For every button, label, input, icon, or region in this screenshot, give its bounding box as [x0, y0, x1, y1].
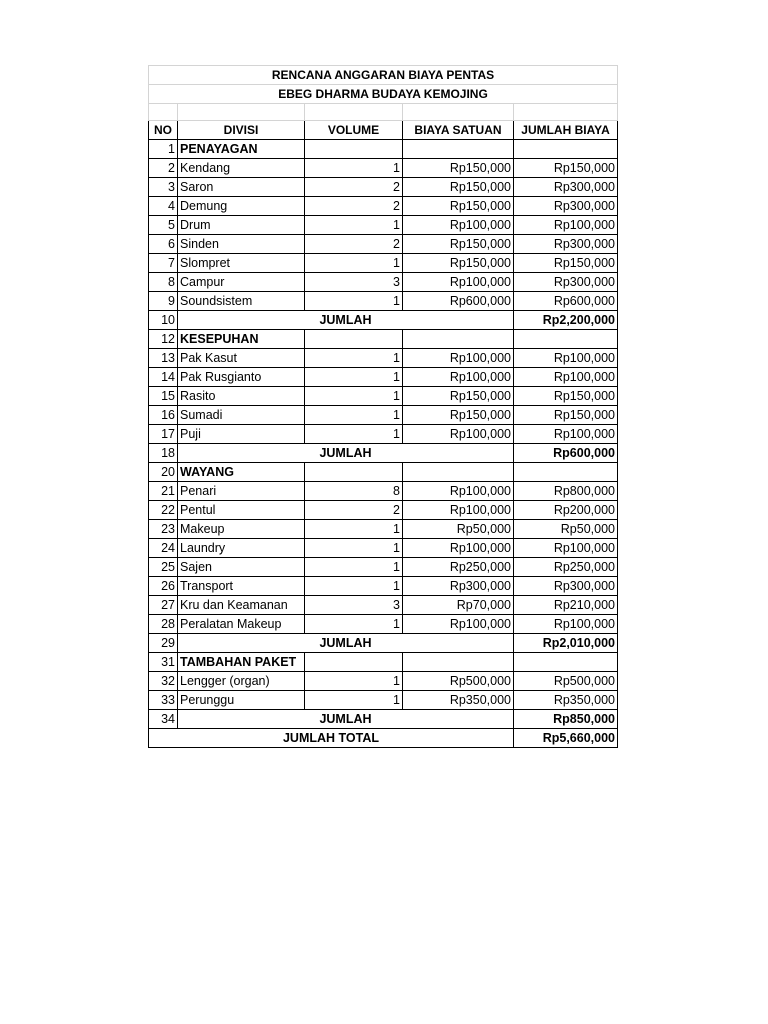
item-row — [149, 292, 618, 311]
row-no: 8 — [149, 273, 178, 292]
volume-cell: 8 — [305, 482, 403, 501]
item-row — [149, 501, 618, 520]
row-no: 2 — [149, 159, 178, 178]
row-no: 4 — [149, 197, 178, 216]
item-row — [149, 596, 618, 615]
divisi-cell: Kendang — [178, 159, 305, 178]
total-value: Rp5,660,000 — [514, 729, 618, 748]
item-row — [149, 539, 618, 558]
item-row — [149, 387, 618, 406]
volume-cell: 1 — [305, 254, 403, 273]
row-no: 22 — [149, 501, 178, 520]
total-row — [149, 729, 618, 748]
divisi-cell: Sajen — [178, 558, 305, 577]
biaya-satuan-cell: Rp150,000 — [403, 235, 514, 254]
item-row — [149, 615, 618, 634]
row-no: 26 — [149, 577, 178, 596]
volume-cell: 1 — [305, 691, 403, 710]
jumlah-biaya-cell: Rp250,000 — [514, 558, 618, 577]
row-no: 6 — [149, 235, 178, 254]
row-no: 16 — [149, 406, 178, 425]
item-row — [149, 368, 618, 387]
row-no: 34 — [149, 710, 178, 729]
total-label: JUMLAH TOTAL — [149, 729, 514, 748]
section-row — [149, 653, 618, 672]
divisi-cell: Demung — [178, 197, 305, 216]
biaya-satuan-cell: Rp100,000 — [403, 425, 514, 444]
volume-cell: 1 — [305, 558, 403, 577]
section-row — [149, 463, 618, 482]
item-row — [149, 672, 618, 691]
blank-row — [149, 104, 618, 121]
item-row — [149, 482, 618, 501]
biaya-satuan-cell: Rp100,000 — [403, 273, 514, 292]
jumlah-biaya-cell: Rp300,000 — [514, 235, 618, 254]
row-no: 27 — [149, 596, 178, 615]
divisi-cell: Soundsistem — [178, 292, 305, 311]
jumlah-biaya-cell: Rp300,000 — [514, 273, 618, 292]
item-row — [149, 254, 618, 273]
section-row — [149, 140, 618, 159]
header-volume: VOLUME — [305, 121, 403, 140]
subtotal-label: JUMLAH — [178, 634, 514, 653]
biaya-satuan-cell: Rp150,000 — [403, 159, 514, 178]
jumlah-biaya-cell: Rp300,000 — [514, 197, 618, 216]
divisi-cell: Drum — [178, 216, 305, 235]
jumlah-biaya-cell: Rp100,000 — [514, 615, 618, 634]
row-no: 25 — [149, 558, 178, 577]
divisi-cell: Sinden — [178, 235, 305, 254]
section-label: KESEPUHAN — [178, 330, 305, 349]
volume-cell: 1 — [305, 292, 403, 311]
subtotal-row — [149, 634, 618, 653]
header-biaya-satuan: BIAYA SATUAN — [403, 121, 514, 140]
biaya-satuan-cell: Rp100,000 — [403, 615, 514, 634]
row-no: 10 — [149, 311, 178, 330]
volume-cell: 1 — [305, 672, 403, 691]
section-label: WAYANG — [178, 463, 305, 482]
volume-cell: 1 — [305, 406, 403, 425]
volume-cell: 1 — [305, 349, 403, 368]
biaya-satuan-cell: Rp100,000 — [403, 501, 514, 520]
jumlah-biaya-cell: Rp100,000 — [514, 425, 618, 444]
row-no: 5 — [149, 216, 178, 235]
row-no: 29 — [149, 634, 178, 653]
header-jumlah-biaya: JUMLAH BIAYA — [514, 121, 618, 140]
divisi-cell: Makeup — [178, 520, 305, 539]
item-row — [149, 216, 618, 235]
row-no: 31 — [149, 653, 178, 672]
section-row — [149, 330, 618, 349]
divisi-cell: Kru dan Keamanan — [178, 596, 305, 615]
row-no: 14 — [149, 368, 178, 387]
divisi-cell: Puji — [178, 425, 305, 444]
row-no: 23 — [149, 520, 178, 539]
subtotal-value: Rp600,000 — [514, 444, 618, 463]
jumlah-biaya-cell: Rp500,000 — [514, 672, 618, 691]
volume-cell: 1 — [305, 577, 403, 596]
empty-cell — [514, 653, 618, 672]
title-line-2: EBEG DHARMA BUDAYA KEMOJING — [149, 85, 618, 104]
volume-cell: 1 — [305, 520, 403, 539]
item-row — [149, 159, 618, 178]
row-no: 15 — [149, 387, 178, 406]
volume-cell: 2 — [305, 178, 403, 197]
row-no: 9 — [149, 292, 178, 311]
empty-cell — [514, 140, 618, 159]
volume-cell: 1 — [305, 539, 403, 558]
volume-cell: 1 — [305, 159, 403, 178]
divisi-cell: Slompret — [178, 254, 305, 273]
divisi-cell: Pak Kasut — [178, 349, 305, 368]
item-row — [149, 406, 618, 425]
volume-cell: 3 — [305, 596, 403, 615]
budget-table — [148, 65, 618, 748]
item-row — [149, 178, 618, 197]
jumlah-biaya-cell: Rp600,000 — [514, 292, 618, 311]
jumlah-biaya-cell: Rp100,000 — [514, 216, 618, 235]
empty-cell — [403, 330, 514, 349]
row-no: 17 — [149, 425, 178, 444]
jumlah-biaya-cell: Rp210,000 — [514, 596, 618, 615]
biaya-satuan-cell: Rp150,000 — [403, 254, 514, 273]
biaya-satuan-cell: Rp100,000 — [403, 216, 514, 235]
subtotal-row — [149, 444, 618, 463]
item-row — [149, 425, 618, 444]
volume-cell: 1 — [305, 425, 403, 444]
row-no: 24 — [149, 539, 178, 558]
row-no: 33 — [149, 691, 178, 710]
divisi-cell: Saron — [178, 178, 305, 197]
section-label: TAMBAHAN PAKET — [178, 653, 305, 672]
subtotal-row — [149, 311, 618, 330]
subtotal-value: Rp2,200,000 — [514, 311, 618, 330]
biaya-satuan-cell: Rp100,000 — [403, 349, 514, 368]
item-row — [149, 558, 618, 577]
biaya-satuan-cell: Rp50,000 — [403, 520, 514, 539]
biaya-satuan-cell: Rp100,000 — [403, 539, 514, 558]
divisi-cell: Lengger (organ) — [178, 672, 305, 691]
row-no: 20 — [149, 463, 178, 482]
item-row — [149, 235, 618, 254]
divisi-cell: Pentul — [178, 501, 305, 520]
volume-cell: 2 — [305, 501, 403, 520]
jumlah-biaya-cell: Rp100,000 — [514, 368, 618, 387]
row-no: 1 — [149, 140, 178, 159]
jumlah-biaya-cell: Rp150,000 — [514, 406, 618, 425]
row-no: 18 — [149, 444, 178, 463]
jumlah-biaya-cell: Rp150,000 — [514, 387, 618, 406]
empty-cell — [403, 463, 514, 482]
divisi-cell: Campur — [178, 273, 305, 292]
divisi-cell: Transport — [178, 577, 305, 596]
divisi-cell: Laundry — [178, 539, 305, 558]
volume-cell: 1 — [305, 387, 403, 406]
jumlah-biaya-cell: Rp800,000 — [514, 482, 618, 501]
item-row — [149, 691, 618, 710]
divisi-cell: Rasito — [178, 387, 305, 406]
divisi-cell: Peralatan Makeup — [178, 615, 305, 634]
subtotal-label: JUMLAH — [178, 444, 514, 463]
jumlah-biaya-cell: Rp200,000 — [514, 501, 618, 520]
subtotal-value: Rp850,000 — [514, 710, 618, 729]
divisi-cell: Sumadi — [178, 406, 305, 425]
biaya-satuan-cell: Rp150,000 — [403, 197, 514, 216]
empty-cell — [305, 330, 403, 349]
title-line-1: RENCANA ANGGARAN BIAYA PENTAS — [149, 66, 618, 85]
empty-cell — [305, 653, 403, 672]
item-row — [149, 273, 618, 292]
row-no: 21 — [149, 482, 178, 501]
empty-cell — [514, 330, 618, 349]
item-row — [149, 577, 618, 596]
biaya-satuan-cell: Rp70,000 — [403, 596, 514, 615]
jumlah-biaya-cell: Rp50,000 — [514, 520, 618, 539]
header-no: NO — [149, 121, 178, 140]
subtotal-label: JUMLAH — [178, 710, 514, 729]
jumlah-biaya-cell: Rp300,000 — [514, 178, 618, 197]
row-no: 12 — [149, 330, 178, 349]
item-row — [149, 520, 618, 539]
section-label: PENAYAGAN — [178, 140, 305, 159]
item-row — [149, 349, 618, 368]
empty-cell — [305, 140, 403, 159]
biaya-satuan-cell: Rp150,000 — [403, 178, 514, 197]
volume-cell: 2 — [305, 197, 403, 216]
jumlah-biaya-cell: Rp350,000 — [514, 691, 618, 710]
empty-cell — [305, 463, 403, 482]
biaya-satuan-cell: Rp100,000 — [403, 482, 514, 501]
jumlah-biaya-cell: Rp100,000 — [514, 539, 618, 558]
row-no: 7 — [149, 254, 178, 273]
row-no: 32 — [149, 672, 178, 691]
jumlah-biaya-cell: Rp150,000 — [514, 254, 618, 273]
row-no: 28 — [149, 615, 178, 634]
jumlah-biaya-cell: Rp100,000 — [514, 349, 618, 368]
row-no: 3 — [149, 178, 178, 197]
biaya-satuan-cell: Rp150,000 — [403, 406, 514, 425]
row-no: 13 — [149, 349, 178, 368]
subtotal-value: Rp2,010,000 — [514, 634, 618, 653]
biaya-satuan-cell: Rp300,000 — [403, 577, 514, 596]
divisi-cell: Pak Rusgianto — [178, 368, 305, 387]
subtotal-label: JUMLAH — [178, 311, 514, 330]
empty-cell — [403, 653, 514, 672]
biaya-satuan-cell: Rp500,000 — [403, 672, 514, 691]
biaya-satuan-cell: Rp150,000 — [403, 387, 514, 406]
header-row — [149, 121, 618, 140]
divisi-cell: Penari — [178, 482, 305, 501]
jumlah-biaya-cell: Rp150,000 — [514, 159, 618, 178]
volume-cell: 2 — [305, 235, 403, 254]
subtotal-row — [149, 710, 618, 729]
empty-cell — [403, 140, 514, 159]
biaya-satuan-cell: Rp600,000 — [403, 292, 514, 311]
biaya-satuan-cell: Rp350,000 — [403, 691, 514, 710]
empty-cell — [514, 463, 618, 482]
divisi-cell: Perunggu — [178, 691, 305, 710]
jumlah-biaya-cell: Rp300,000 — [514, 577, 618, 596]
header-divisi: DIVISI — [178, 121, 305, 140]
volume-cell: 1 — [305, 368, 403, 387]
volume-cell: 3 — [305, 273, 403, 292]
volume-cell: 1 — [305, 615, 403, 634]
item-row — [149, 197, 618, 216]
volume-cell: 1 — [305, 216, 403, 235]
biaya-satuan-cell: Rp250,000 — [403, 558, 514, 577]
biaya-satuan-cell: Rp100,000 — [403, 368, 514, 387]
